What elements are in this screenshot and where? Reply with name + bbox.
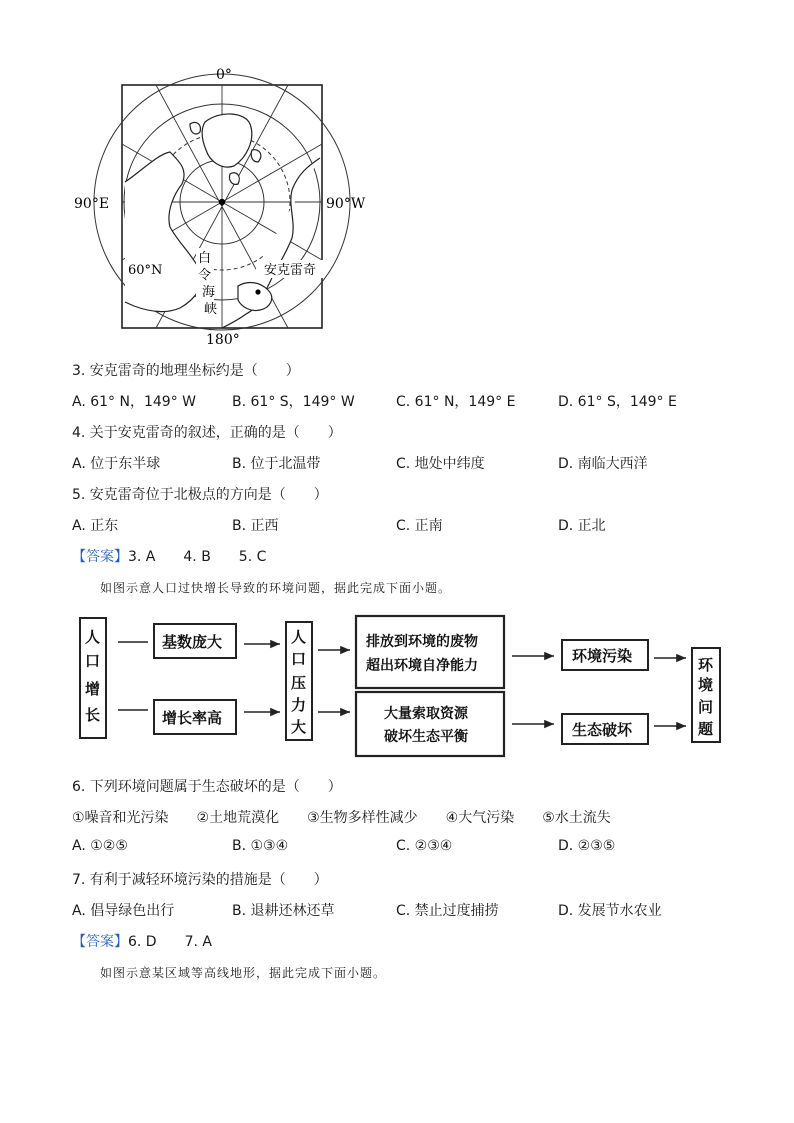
answer-block-1 — [72, 546, 266, 566]
q4-option-c: C. 地处中纬度 — [396, 456, 485, 472]
label-0deg: 0° — [216, 67, 232, 83]
text-resources-1: 大量索取资源 — [384, 706, 468, 722]
q4-option-b: B. 位于北温带 — [232, 456, 321, 472]
q7-stem: 7. 有利于减轻环境污染的措施是（ ） — [72, 872, 328, 888]
q6-stem: 6. 下列环境问题属于生态破坏的是（ ） — [72, 779, 342, 795]
q7-option-a: A. 倡导绿色出行 — [72, 903, 175, 919]
q3-option-d: D. 61° S，149° E — [558, 394, 677, 410]
text-pressure-4: 力 — [291, 696, 307, 714]
label-180deg: 180° — [206, 332, 240, 348]
answer-block-2 — [72, 931, 212, 951]
q5-option-d: D. 正北 — [558, 518, 606, 534]
q7-option-c: C. 禁止过度捕捞 — [396, 903, 499, 919]
q3-stem: 3. 安克雷奇的地理坐标约是（ ） — [72, 363, 300, 379]
text-pop-4: 长 — [85, 706, 101, 724]
label-strait-3: 海 — [202, 285, 216, 300]
q7-option-b: B. 退耕还林还草 — [232, 903, 335, 919]
text-pressure-5: 大 — [291, 718, 307, 736]
q6-option-d: D. ②③⑤ — [558, 838, 616, 854]
q4-stem: 4. 关于安克雷奇的叙述，正确的是（ ） — [72, 425, 342, 441]
label-strait-1: 白 — [198, 251, 212, 266]
intro-flowchart: 如图示意人口过快增长导致的环境问题，据此完成下面小题。 — [100, 581, 452, 595]
answer-text: 3. A 4. B 5. C — [128, 549, 267, 565]
island-2 — [229, 173, 239, 185]
label-90w: 90°W — [326, 196, 366, 212]
text-pressure-3: 压 — [291, 674, 307, 692]
text-eco-damage: 生态破坏 — [572, 721, 633, 739]
label-60n: 60°N — [128, 263, 163, 278]
q3-option-a: A. 61° N，149° W — [72, 394, 196, 410]
text-resources-2: 破坏生态平衡 — [384, 729, 468, 745]
text-env-1: 环 — [698, 656, 714, 674]
text-large-base: 基数庞大 — [162, 633, 223, 651]
q6-option-c: C. ②③④ — [396, 838, 453, 854]
q4-option-d: D. 南临大西洋 — [558, 456, 648, 472]
answer-tag: 【答案】 — [72, 934, 128, 950]
label-90e: 90°E — [74, 196, 110, 212]
text-pop-3: 增 — [85, 680, 101, 698]
label-strait-2: 令 — [198, 268, 212, 283]
text-pressure-2: 口 — [291, 650, 307, 668]
flowchart — [76, 608, 726, 760]
q7-option-d: D. 发展节水农业 — [558, 903, 662, 919]
polar-map — [70, 62, 366, 350]
north-pole-point — [219, 199, 225, 205]
label-strait-4: 峡 — [204, 302, 218, 317]
text-env-2: 境 — [698, 676, 714, 694]
answer-text: 6. D 7. A — [128, 934, 212, 950]
island-3 — [251, 150, 261, 162]
q5-option-c: C. 正南 — [396, 518, 443, 534]
q6-items: ①噪音和光污染 ②土地荒漠化 ③生物多样性减少 ④大气污染 ⑤水土流失 — [72, 810, 611, 826]
q6-option-b: B. ①③④ — [232, 838, 289, 854]
anchorage-point — [255, 289, 260, 294]
label-anchorage: 安克雷奇 — [264, 263, 317, 278]
q3-option-b: B. 61° S，149° W — [232, 394, 355, 410]
text-pressure-1: 人 — [291, 628, 307, 646]
text-env-3: 问 — [698, 698, 714, 716]
intro-contour: 如图示意某区域等高线地形，据此完成下面小题。 — [100, 966, 387, 980]
box-resources — [356, 692, 504, 756]
text-high-rate: 增长率高 — [162, 709, 223, 727]
q6-option-a: A. ①②⑤ — [72, 838, 128, 854]
text-env-4: 题 — [698, 720, 714, 738]
q5-option-b: B. 正西 — [232, 518, 279, 534]
answer-tag: 【答案】 — [72, 549, 128, 565]
q4-option-a: A. 位于东半球 — [72, 456, 161, 472]
text-pop-2: 口 — [85, 652, 101, 670]
text-waste-2: 超出环境自净能力 — [366, 658, 478, 674]
box-waste — [356, 616, 504, 688]
q5-stem: 5. 安克雷奇位于北极点的方向是（ ） — [72, 487, 328, 503]
q3-option-c: C. 61° N，149° E — [396, 394, 516, 410]
text-pollution: 环境污染 — [572, 647, 633, 665]
q5-option-a: A. 正东 — [72, 518, 119, 534]
text-pop-1: 人 — [85, 628, 101, 646]
island-1 — [190, 122, 200, 134]
text-waste-1: 排放到环境的废物 — [366, 634, 478, 650]
